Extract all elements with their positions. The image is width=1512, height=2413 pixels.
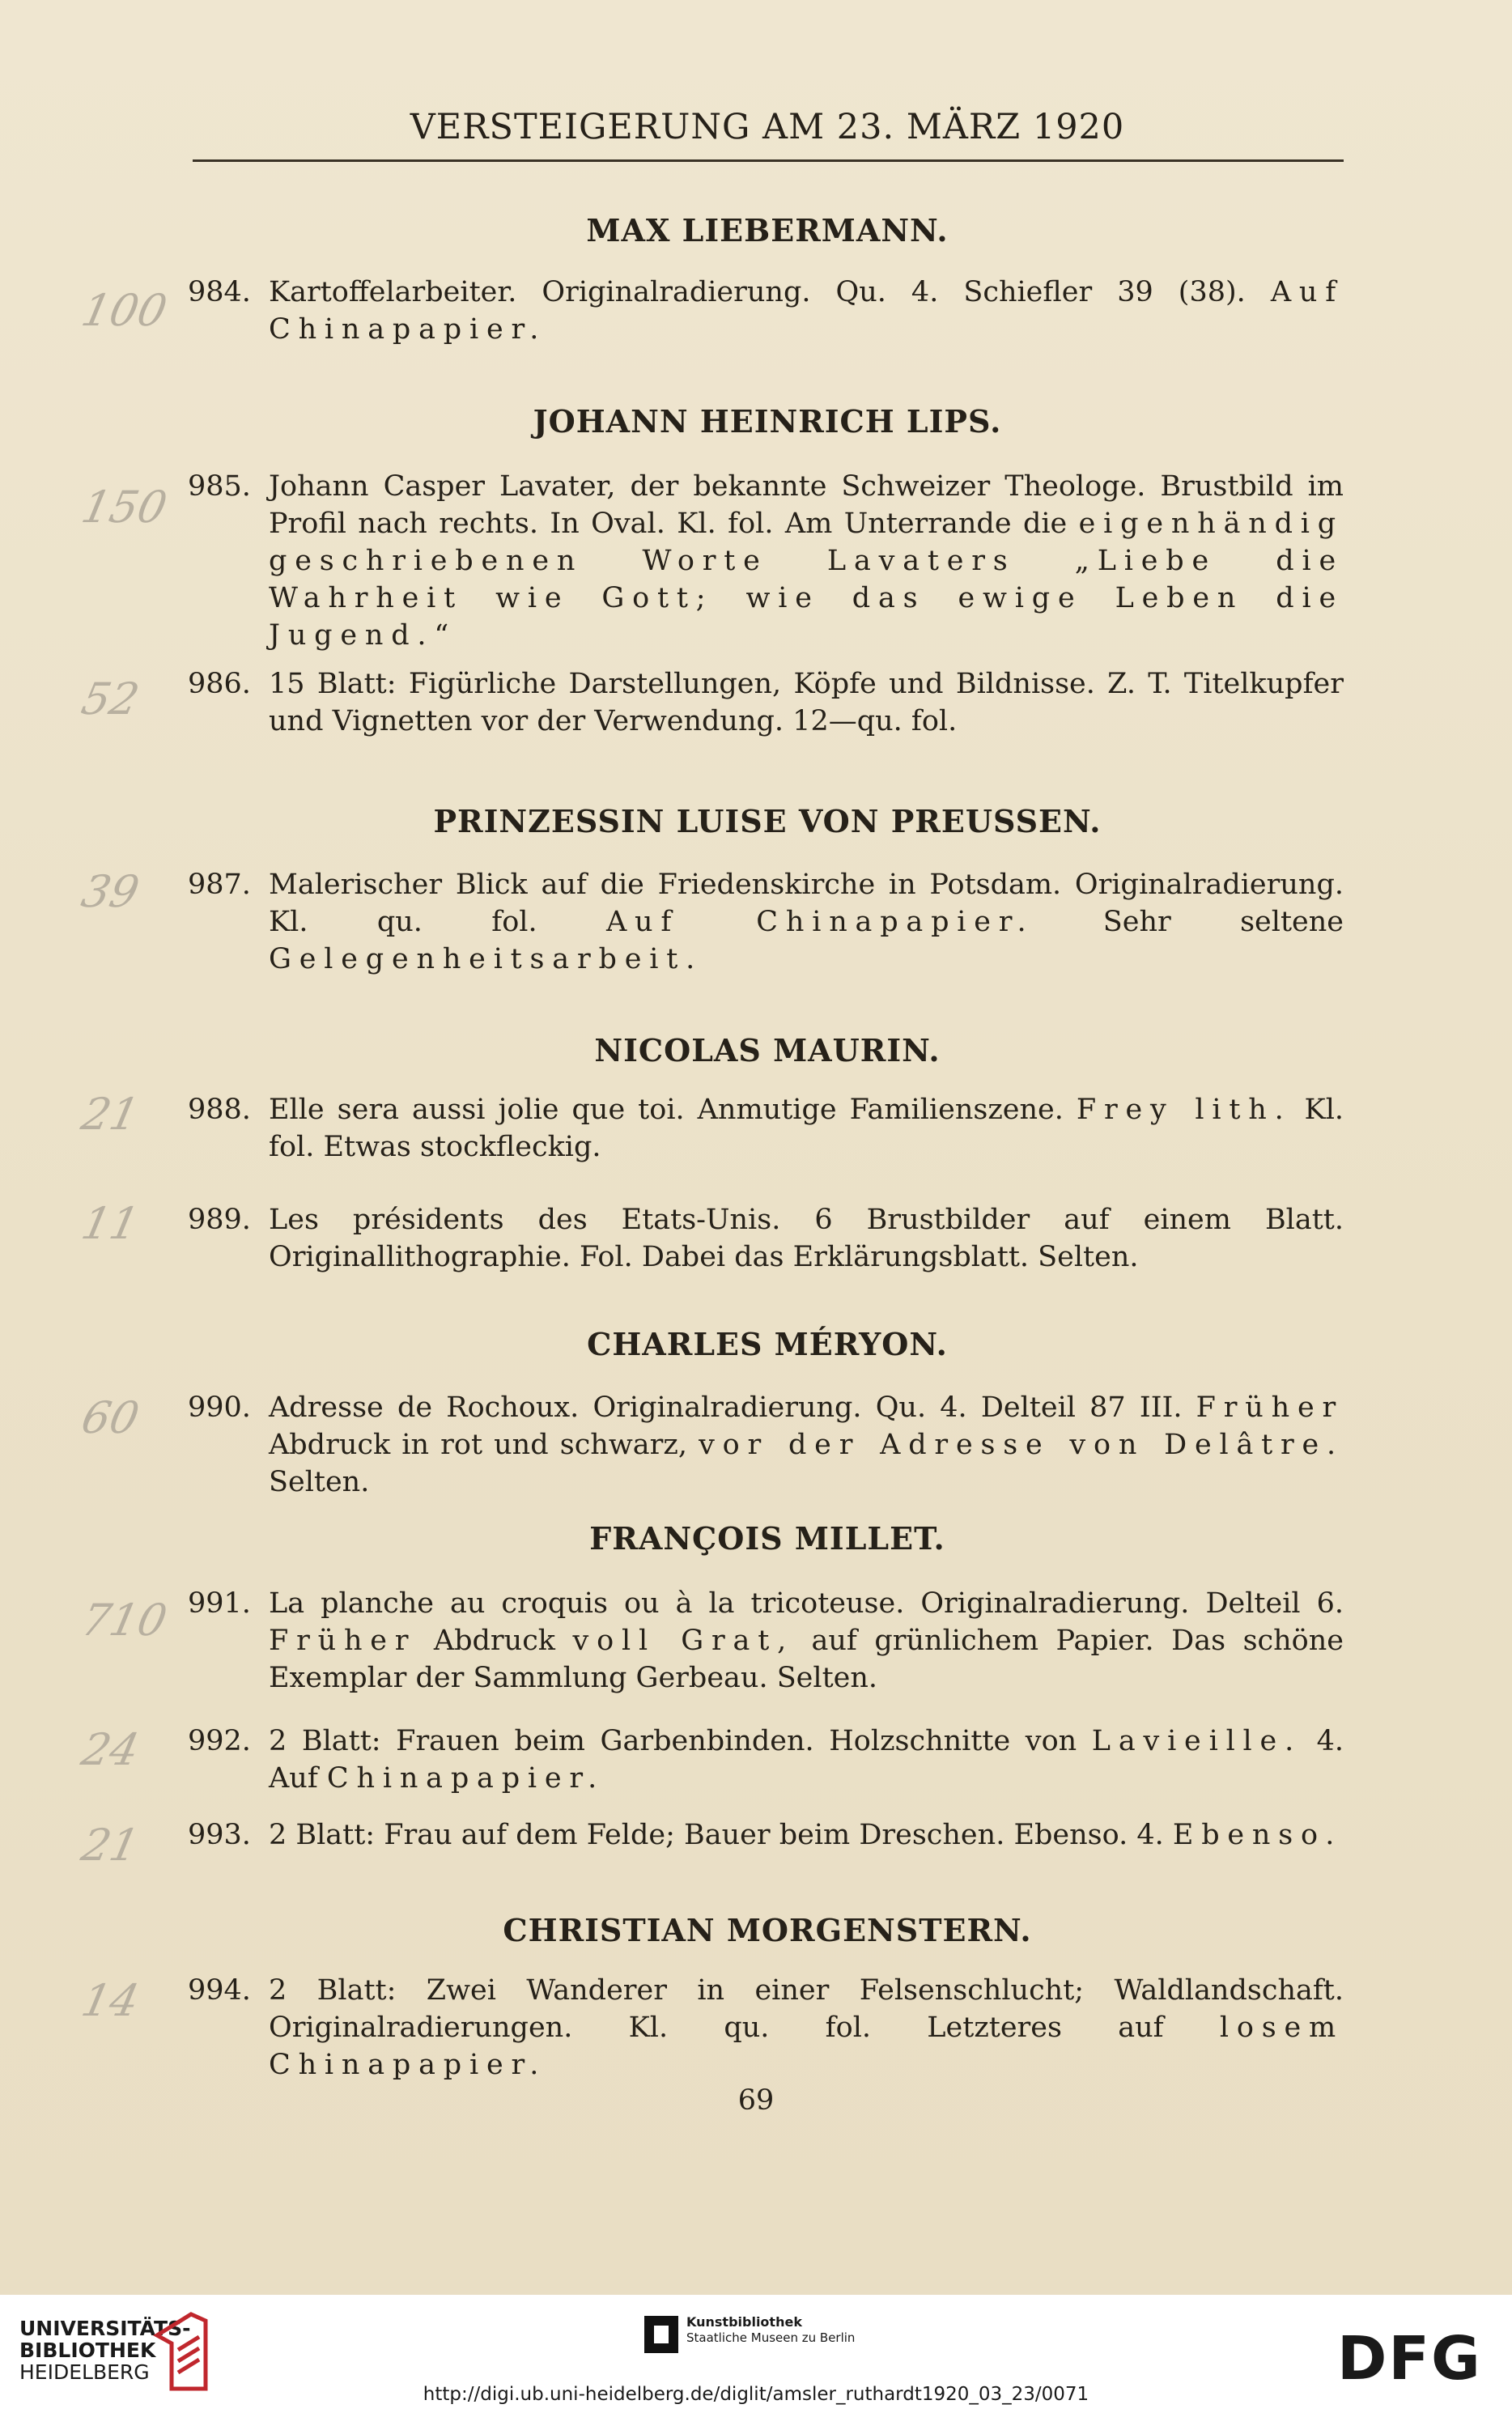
catalog-entry-988: [188, 1091, 1344, 1166]
header-rule: [193, 159, 1344, 162]
entry-text: 2 Blatt: Zwei Wanderer in einer Felsenschlucht; Waldlandschaft. Originalradierungen. Kl. qu. fol. Letzteres auf losem Chinapapier.: [269, 1974, 1344, 2081]
catalog-entry-991: [188, 1585, 1344, 1697]
kunstbibliothek-label: Kunstbibliothek Staatliche Museen zu Berlin: [686, 2314, 856, 2345]
catalog-entry-990: [188, 1389, 1344, 1501]
ub-heidelberg-logo: UNIVERSITÄTS- BIBLIOTHEK HEIDELBERG: [19, 2317, 191, 2384]
entry-number: 990.: [188, 1391, 251, 1424]
catalog-entry-989: [188, 1201, 1344, 1276]
catalog-entry-994: [188, 1972, 1344, 2084]
entry-text: La planche au croquis ou à la tricoteuse. Originalradierung. Delteil 6. Früher Abdruck voll Grat, auf grünlichem Papier. Das schöne Exemplar der Sammlung Gerbeau. Selten.: [269, 1587, 1344, 1694]
entry-text: Kartoffelarbeiter. Originalradierung. Qu. 4. Schiefler 39 (38). Auf Chinapapier.: [269, 276, 1344, 346]
section-heading-lips: JOHANN HEINRICH LIPS.: [533, 403, 1002, 440]
handwritten-price: 100: [77, 285, 172, 336]
section-heading-liebermann: MAX LIEBERMANN.: [586, 212, 949, 249]
handwritten-price: 21: [77, 1820, 144, 1871]
handwritten-price: 24: [77, 1724, 144, 1775]
catalog-entry-984: [188, 274, 1344, 348]
handwritten-price: 11: [77, 1198, 144, 1249]
handwritten-price: 39: [77, 866, 144, 917]
catalog-entry-993: [188, 1816, 1344, 1854]
catalog-entry-987: [188, 866, 1344, 978]
handwritten-price: 52: [77, 673, 144, 724]
entry-text: Elle sera aussi jolie que toi. Anmutige Familienszene. Frey lith. Kl. fol. Etwas stockfleckig.: [269, 1094, 1344, 1163]
entry-text: Johann Casper Lavater, der bekannte Schweizer Theologe. Brustbild im Profil nach rechts. In Oval. Kl. fol. Am Unterrande die eigenhändig geschriebenen Worte Lavaters „Liebe die Wahrheit wie Gott; wie das ewige Leben die Jugend.“: [269, 470, 1344, 652]
entry-text: Adresse de Rochoux. Originalradierung. Qu. 4. Delteil 87 III. Früher Abdruck in rot und schwarz, vor der Adresse von Delâtre. Selten.: [269, 1391, 1344, 1498]
entry-text: 2 Blatt: Frau auf dem Felde; Bauer beim Dreschen. Ebenso. 4. Ebenso.: [269, 1819, 1343, 1851]
source-url[interactable]: http://digi.ub.uni-heidelberg.de/diglit/amsler_ruthardt1920_03_23/0071: [423, 2384, 1089, 2405]
entry-number: 987.: [188, 869, 251, 901]
entry-text: Malerischer Blick auf die Friedenskirche in Potsdam. Originalradierung. Kl. qu. fol. Auf Chinapapier. Sehr seltene Gelegenheitsarbeit.: [269, 869, 1344, 975]
handwritten-price: 150: [77, 482, 172, 533]
entry-number: 988.: [188, 1094, 251, 1126]
entry-number: 986.: [188, 668, 251, 700]
entry-text: Les présidents des Etats-Unis. 6 Brustbilder auf einem Blatt. Originallithographie. Fol. Dabei das Erklärungsblatt. Selten.: [269, 1204, 1344, 1273]
dfg-logo: DFG: [1337, 2324, 1482, 2394]
ub-logo-mark-icon: [149, 2311, 209, 2392]
section-heading-meryon: CHARLES MÉRYON.: [587, 1326, 948, 1362]
entry-text: 15 Blatt: Figürliche Darstellungen, Köpfe und Bildnisse. Z. T. Titelkupfer und Vignetten vor der Verwendung. 12—qu. fol.: [269, 668, 1344, 737]
section-heading-millet: FRANÇOIS MILLET.: [589, 1520, 945, 1557]
entry-number: 989.: [188, 1204, 251, 1236]
section-heading-luise: PRINZESSIN LUISE VON PREUSSEN.: [433, 803, 1102, 839]
handwritten-price: 710: [77, 1595, 172, 1646]
digitization-footer: [0, 2295, 1512, 2413]
handwritten-price: 21: [77, 1089, 144, 1140]
entry-number: 993.: [188, 1819, 251, 1851]
page-header: VERSTEIGERUNG AM 23. MÄRZ 1920: [410, 107, 1125, 147]
entry-text: 2 Blatt: Frauen beim Garbenbinden. Holzschnitte von Lavieille. 4. Auf Chinapapier.: [269, 1725, 1344, 1795]
section-heading-morgenstern: CHRISTIAN MORGENSTERN.: [503, 1912, 1032, 1948]
handwritten-price: 14: [77, 1975, 144, 2026]
entry-number: 985.: [188, 470, 251, 503]
entry-number: 994.: [188, 1974, 251, 2007]
catalog-entry-992: [188, 1723, 1344, 1797]
section-heading-maurin: NICOLAS MAURIN.: [594, 1032, 941, 1068]
catalog-entry-986: [188, 665, 1344, 740]
page-number: 69: [737, 2084, 775, 2117]
catalog-entry-985: [188, 468, 1344, 654]
handwritten-price: 60: [77, 1392, 144, 1443]
entry-number: 991.: [188, 1587, 251, 1620]
entry-number: 984.: [188, 276, 251, 308]
entry-number: 992.: [188, 1725, 251, 1757]
kunstbibliothek-logo-icon: [644, 2316, 678, 2353]
